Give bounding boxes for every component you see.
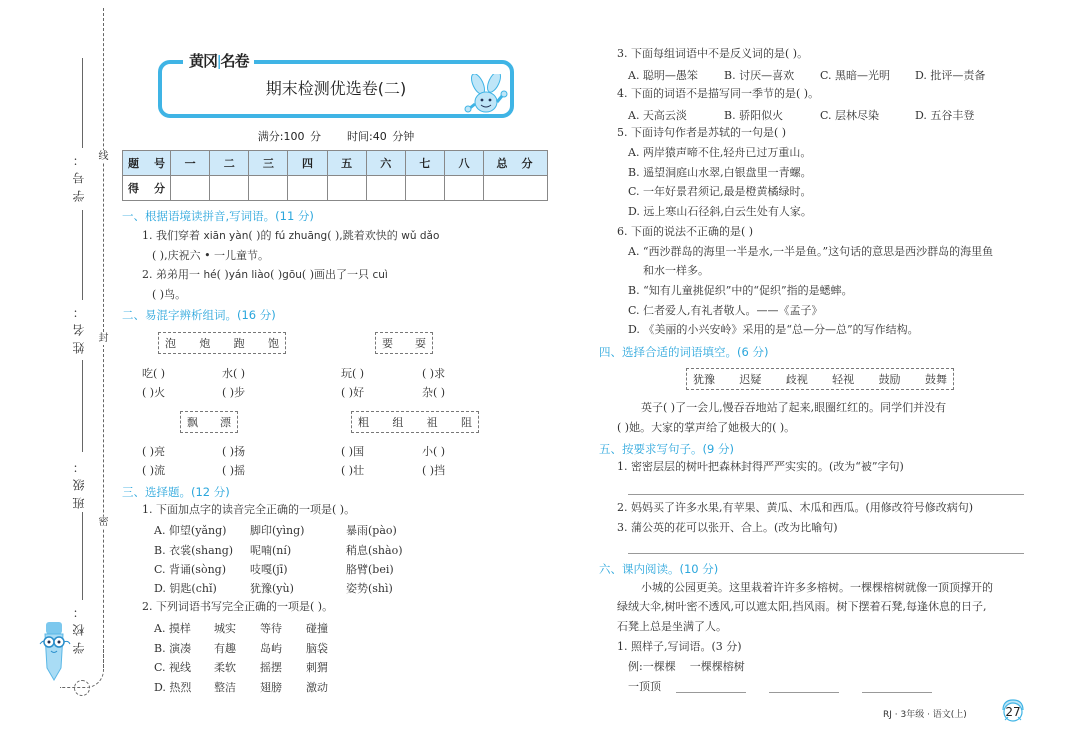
option-part: 胳臂(bei): [346, 563, 394, 576]
pinyin: fú zhuāng: [274, 230, 328, 242]
option-b[interactable]: B. 骄阳似火: [724, 109, 784, 122]
box2-row2-a[interactable]: ( )好: [341, 386, 365, 399]
char: 炮: [199, 337, 211, 350]
char: 泡: [165, 337, 176, 350]
box2-row1-b[interactable]: ( )求: [422, 367, 446, 380]
section-1-q2-line2[interactable]: ( )鸟。: [152, 288, 187, 301]
box1-row2-a[interactable]: ( )火: [142, 386, 166, 399]
score-cell-8[interactable]: [444, 176, 483, 201]
pinyin: hé: [203, 269, 217, 281]
char: 粗: [358, 416, 369, 429]
option-part: 柔软: [214, 661, 236, 674]
option-part: 暴雨(pào): [346, 524, 397, 537]
option-part: B. 演凑: [154, 642, 192, 655]
option-part: 摇摆: [260, 661, 282, 674]
brand-part-2: 名卷: [220, 52, 249, 70]
seal-char-feng: 封: [98, 333, 109, 344]
bunny-mascot-icon: [462, 74, 510, 118]
student-number-label: 学号：: [72, 148, 86, 202]
score-col-3: 三: [249, 151, 288, 176]
blank[interactable]: ( )的: [248, 229, 275, 242]
seal-char-mi: 密: [98, 517, 109, 528]
score-col-6: 六: [366, 151, 405, 176]
option-part: A. 仰望(yǎng): [154, 524, 227, 537]
score-cell-7[interactable]: [405, 176, 444, 201]
box3-row1-a[interactable]: ( )亮: [142, 445, 166, 458]
blank[interactable]: ( ),跳着欢快的: [327, 229, 402, 242]
section-6-answer-line-1[interactable]: [676, 692, 746, 693]
section-2-title: 二、易混字辨析组词。(16 分): [122, 308, 276, 322]
page-title: 期末检测优选卷(二): [265, 79, 407, 98]
section-3-q5-option-b[interactable]: B. 遥望洞庭山水翠,白银盘里一青螺。: [628, 166, 812, 179]
section-3-q5-option-d[interactable]: D. 远上寒山石径斜,白云生处有人家。: [628, 205, 812, 218]
score-table-row-score-label: 得分: [123, 176, 171, 201]
score-col-2: 二: [210, 151, 249, 176]
section-3-q4-stem: 4. 下面的词语不是描写同一季节的是( )。: [617, 87, 820, 100]
score-col-4: 四: [288, 151, 327, 176]
option-part: A. 摸样: [154, 622, 191, 635]
option-part: C. 背诵(sòng): [154, 563, 226, 576]
section-3-q1-stem: 1. 下面加点字的读音完全正确的一项是( )。: [142, 503, 356, 516]
score-cell-3[interactable]: [249, 176, 288, 201]
score-table-score-row: [123, 176, 548, 201]
option-part: 脚印(yìng): [250, 524, 305, 537]
text: 1. 我们穿着: [142, 229, 204, 242]
option-part: B. 衣裳(shang): [154, 544, 234, 557]
section-1-q1-line2[interactable]: ( ),庆祝六 • 一儿童节。: [152, 249, 270, 262]
section-6-prompt: 一顶顶: [628, 680, 661, 693]
brand-part-1: 黄冈: [189, 52, 218, 70]
score-cell-6[interactable]: [366, 176, 405, 201]
confusable-box-pao: [158, 332, 286, 354]
section-6-title: 六、课内阅读。(10 分): [599, 562, 719, 576]
section-3-q2-option-c[interactable]: [154, 659, 328, 675]
word-option[interactable]: 轻视: [832, 373, 855, 386]
exam-info: [158, 128, 514, 144]
section-3-q2-option-b[interactable]: [154, 640, 328, 656]
char: 飘: [187, 416, 198, 429]
section-5-q1: 1. 密密层层的树叶把森林封得严严实实的。(改为“被”字句): [617, 460, 904, 473]
box2-row1-a[interactable]: 玩( ): [341, 367, 365, 380]
section-3-q5-option-a[interactable]: A. 两岸猿声啼不住,轻舟已过万重山。: [628, 146, 812, 159]
section-3-q6-option-b[interactable]: B. “知有儿童挑促织”中的“促织”指的是蟋蟀。: [628, 284, 853, 297]
student-number-field[interactable]: [82, 58, 83, 148]
char: 漂: [220, 416, 231, 429]
example-label: 例:一棵棵: [628, 660, 676, 673]
section-3-q2-option-a[interactable]: [154, 620, 328, 636]
box3-row1-b[interactable]: ( )扬: [222, 445, 246, 458]
score-cell-2[interactable]: [210, 176, 249, 201]
option-part: 城实: [214, 622, 236, 635]
example-value: 一棵棵榕树: [689, 660, 745, 673]
section-3-q1-option-c[interactable]: [154, 561, 394, 577]
box4-row2-a[interactable]: ( )壮: [341, 464, 365, 477]
pinyin: cuì: [372, 269, 388, 281]
pinyin: wǔ dǎo: [401, 230, 440, 242]
section-3-q6-option-a[interactable]: A. “西沙群岛的海里一半是水,一半是鱼。”这句话的意思是西沙群岛的海里鱼: [628, 245, 994, 258]
class-field[interactable]: [82, 360, 83, 452]
word-option[interactable]: 鼓励: [878, 373, 901, 386]
option-a[interactable]: A. 天高云淡: [628, 109, 687, 122]
option-c[interactable]: C. 黑暗—光明: [820, 69, 891, 82]
score-table: [122, 150, 548, 201]
blank[interactable]: ( )画出了一只: [301, 268, 373, 281]
section-3-q2-option-d[interactable]: [154, 679, 328, 695]
section-3-q3-options: [628, 67, 985, 83]
section-3-q1-option-a[interactable]: [154, 522, 397, 538]
option-c[interactable]: C. 层林尽染: [820, 109, 880, 122]
option-a[interactable]: A. 聪明—愚笨: [628, 69, 698, 82]
box1-row1-b[interactable]: 水( ): [222, 367, 246, 380]
pinyin: xiān yàn: [203, 230, 249, 242]
option-b[interactable]: B. 讨厌—喜欢: [724, 69, 795, 82]
option-part: 有趣: [214, 642, 236, 655]
class-label: 班级：: [72, 455, 86, 509]
option-part: 等待: [260, 622, 282, 635]
blank[interactable]: ( ): [270, 268, 283, 281]
char: 祖: [426, 416, 438, 429]
option-part: 吱嘎(jī): [250, 563, 288, 576]
option-part: D. 热烈: [154, 681, 192, 694]
section-1-title: 一、根据语境读拼音,写词语。(11 分): [122, 209, 314, 223]
score-table-header-row: [123, 151, 548, 176]
box4-row1-b[interactable]: 小( ): [422, 445, 446, 458]
seal-char-xian: 线: [98, 151, 109, 162]
char: 饱: [267, 337, 279, 350]
option-part: 呢喃(ní): [250, 544, 292, 557]
section-3-q5-option-c[interactable]: C. 一年好景君须记,最是橙黄橘绿时。: [628, 185, 812, 198]
blank[interactable]: ( ): [216, 268, 229, 281]
school-field[interactable]: [82, 512, 83, 600]
section-3-q6-stem: 6. 下面的说法不正确的是( ): [617, 225, 754, 238]
section-1-q1-line1: [142, 229, 439, 243]
option-part: D. 钥匙(chǐ): [154, 582, 217, 595]
name-field[interactable]: [82, 210, 83, 300]
char: 阻: [460, 416, 472, 429]
full-score: 满分:100 分: [257, 130, 321, 143]
pinyin: gōu: [282, 269, 302, 281]
section-5-q3: 3. 蒲公英的花可以张开、合上。(改为比喻句): [617, 521, 838, 534]
box1-row1-a[interactable]: 吃( ): [142, 367, 166, 380]
char: 要: [382, 337, 393, 350]
score-col-8: 八: [444, 151, 483, 176]
section-3-q5-stem: 5. 下面诗句作者是苏轼的一句是( ): [617, 126, 787, 139]
section-4-title: 四、选择合适的词语填空。(6 分): [599, 345, 769, 359]
box3-row2-b[interactable]: ( )摇: [222, 464, 246, 477]
seal-dashed-circle: [74, 680, 90, 696]
box3-row2-a[interactable]: ( )流: [142, 464, 166, 477]
section-3-q4-options: [628, 107, 974, 123]
passage-line-2: 绿绒大伞,树叶密不透风,可以遮太阳,挡风雨。树下摆着石凳,每逢休息的日子,: [617, 600, 987, 613]
binding-margin: [0, 0, 120, 729]
option-part: 翅膀: [260, 681, 282, 694]
box4-row2-b[interactable]: ( )挡: [422, 464, 446, 477]
option-part: 岛屿: [260, 642, 282, 655]
char: 组: [392, 416, 404, 429]
score-col-7: 七: [405, 151, 444, 176]
word-option[interactable]: 鼓舞: [924, 373, 947, 386]
option-part: 稍息(shào): [346, 544, 403, 557]
confusable-box-piao: [180, 411, 238, 433]
section-6-answer-line-2[interactable]: [769, 692, 839, 693]
section-5-q2: 2. 妈妈买了许多水果,有苹果、黄瓜、木瓜和西瓜。(用修改符号修改病句): [617, 501, 974, 514]
word-option[interactable]: 歧视: [785, 373, 808, 386]
box1-row2-b[interactable]: ( )步: [222, 386, 246, 399]
section-6-example: [628, 660, 745, 674]
word-option[interactable]: 迟疑: [739, 373, 762, 386]
option-part: 激动: [306, 681, 328, 694]
passage-line-3: 石凳上总是坐满了人。: [617, 620, 727, 633]
exam-time: 时间:40 分钟: [347, 130, 415, 143]
score-col-total: 总分: [484, 151, 548, 176]
option-part: 刺猬: [306, 661, 328, 674]
word-option[interactable]: 犹豫: [693, 373, 715, 386]
passage-line-1: 小城的公园更美。这里栽着许许多多榕树。一棵棵榕树就像一顶顶撑开的: [641, 581, 993, 594]
section-3-q2-stem: 2. 下列词语书写完全正确的一项是( )。: [142, 600, 334, 613]
score-table-row-head: 题号: [123, 151, 171, 176]
section-5-q1-answer-line[interactable]: [628, 494, 1024, 495]
option-part: 姿势(shì): [346, 582, 393, 595]
char: 耍: [415, 337, 426, 350]
word-bank-box: [686, 368, 954, 390]
section-4-line1[interactable]: 英子( )了一会儿,慢吞吞地站了起来,眼圈红红的。同学们并没有: [641, 401, 947, 414]
page-number: 27: [1005, 705, 1021, 719]
section-3-q3-stem: 3. 下面每组词语中不是反义词的是( )。: [617, 47, 809, 60]
section-6-q1: 1. 照样子,写词语。(3 分): [617, 640, 742, 653]
school-label: 学校：: [72, 600, 86, 654]
score-cell-1[interactable]: [171, 176, 210, 201]
footer-text: RJ · 3年级 · 语文(上): [883, 710, 967, 720]
section-3-q1-option-d[interactable]: [154, 580, 393, 596]
confusable-box-yao: [375, 332, 433, 354]
score-cell-4[interactable]: [288, 176, 327, 201]
score-cell-5[interactable]: [327, 176, 366, 201]
option-d[interactable]: D. 批评—责备: [915, 69, 986, 82]
option-part: 犹豫(yù): [250, 582, 294, 595]
char: 跑: [233, 337, 245, 350]
box2-row2-b[interactable]: 杂( ): [422, 386, 446, 399]
confusable-box-zu: [351, 411, 479, 433]
option-part: 碰撞: [306, 622, 328, 635]
pencil-mascot-icon: [38, 620, 72, 682]
section-1-q2-line1: [142, 268, 388, 282]
section-3-q6-option-d[interactable]: D. 《美丽的小兴安岭》采用的是“总—分—总”的写作结构。: [628, 323, 919, 336]
score-col-1: 一: [171, 151, 210, 176]
brand-separator: ǀ: [217, 52, 221, 70]
option-part: 整洁: [214, 681, 236, 694]
option-d[interactable]: D. 五谷丰登: [915, 109, 975, 122]
pinyin: yán liào: [228, 269, 271, 281]
section-3-q6-option-a-cont: 和水一样多。: [643, 264, 709, 277]
section-5-title: 五、按要求写句子。(9 分): [599, 442, 734, 456]
section-3-q1-option-b[interactable]: [154, 542, 403, 558]
section-3-q6-option-c[interactable]: C. 仁者爱人,有礼者敬人。——《孟子》: [628, 304, 823, 317]
box4-row1-a[interactable]: ( )国: [341, 445, 365, 458]
section-4-line2[interactable]: ( )她。大家的掌声给了她极大的( )。: [617, 421, 796, 434]
text: 2. 弟弟用一: [142, 268, 204, 281]
option-part: C. 视线: [154, 661, 192, 674]
section-3-title: 三、选择题。(12 分): [122, 485, 230, 499]
name-label: 姓名：: [72, 300, 86, 354]
score-cell-total[interactable]: [484, 176, 548, 201]
option-part: 脑袋: [306, 642, 328, 655]
section-6-answer-line-3[interactable]: [862, 692, 932, 693]
score-col-5: 五: [327, 151, 366, 176]
brand-logo: [183, 50, 254, 71]
section-5-q3-answer-line[interactable]: [628, 553, 1024, 554]
